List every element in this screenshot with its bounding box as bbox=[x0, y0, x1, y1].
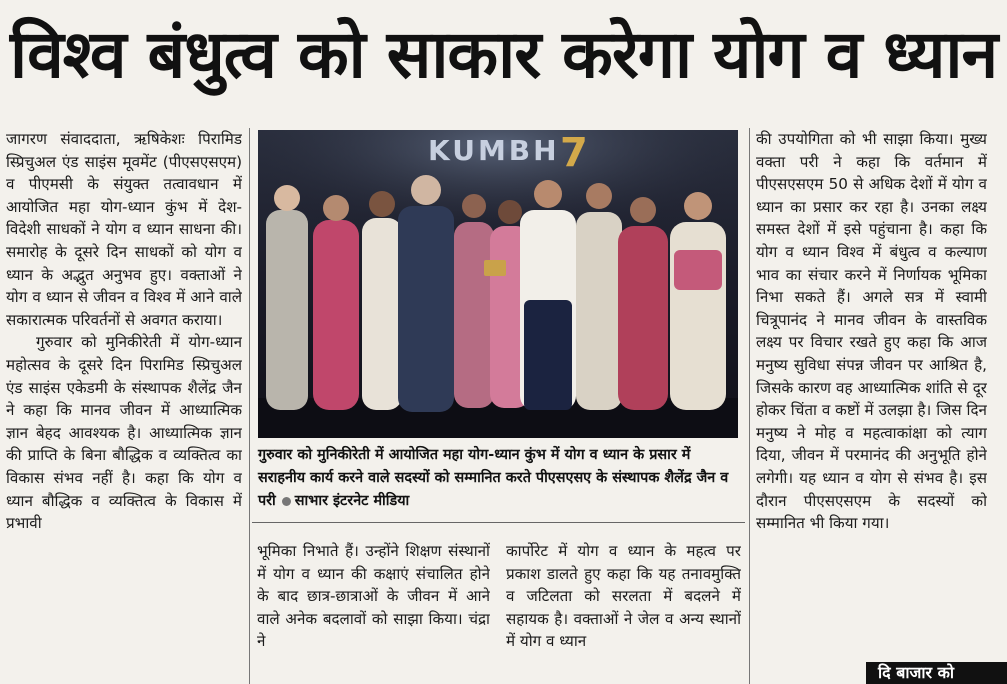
caption-text: गुरुवार को मुनिकीरेती में आयोजित महा योग-ध्यान कुंभ में योग व ध्यान के प्रसार में सराहनीय कार्य करने वाले सदस्यों को सम्मानित करते पीएसएसए के संस्थापक शैलेंद्र जैन व परी bbox=[258, 447, 729, 509]
column-rule bbox=[249, 128, 250, 684]
photo-credit: साभार इंटरनेट मीडिया bbox=[294, 493, 410, 509]
next-article-teaser: दि बाजार को bbox=[866, 662, 1007, 684]
article-column-1 bbox=[6, 128, 242, 684]
column-3-text: कार्पोरेट में योग व ध्यान के महत्व पर प्रकाश डालते हुए कहा कि यह तनावमुक्ति व जटिलता को सरलता में बदलने में सहायक है। वक्ताओं ने जेल व अन्य स्थानों में योग व ध्यान bbox=[506, 542, 741, 651]
article-column-3 bbox=[506, 540, 741, 684]
column-2-text: भूमिका निभाते हैं। उन्होंने शिक्षण संस्थानों में योग व ध्यान की कक्षाएं संचालित होने के बाद छात्र-छात्राओं के जीवन में आने वाले अनेक बदलावों को साझा किया। चंद्रा ने bbox=[257, 542, 490, 651]
banner-number: 7 bbox=[560, 130, 588, 176]
photo-caption bbox=[258, 444, 742, 513]
caption-divider bbox=[252, 522, 745, 523]
bullet-dot-icon bbox=[282, 497, 291, 506]
article-column-4 bbox=[756, 128, 987, 658]
banner-kumbh-text: KUMBH bbox=[428, 134, 560, 167]
paragraph-intro: जागरण संवाददाता, ऋषिकेशः पिरामिड स्प्रिचुअल एंड साइंस मूवमेंट (पीएसएसएम) व पीएमसी के संयुक्त तत्वावधान में आयोजित महा योग-ध्यान कुंभ में देश-विदेशी साधकों ने योग व ध्यान साधना की। समारोह के दूसरे दिन साधकों को योग व ध्यान के अद्भुत अनुभव हुए। वक्ताओं ने योग व ध्यान से जीवन व विश्व में आने वाले सकारात्मक परिवर्तनों से अवगत कराया। bbox=[6, 130, 242, 329]
paragraph-second: गुरुवार को मुनिकीरेती में योग-ध्यान महोत्सव के दूसरे दिन पिरामिड स्प्रिचुअल एंड साइंस एकेडमी के संस्थापक शैलेंद्र जैन ने कहा कि मानव जीवन में आध्यात्मिक ज्ञान बेहद आवश्यक है। आध्यात्मिक ज्ञान की प्राप्ति के बिना बौद्धिक व व्यक्तित्व का विकास संभव नहीं है। कहा कि योग व ध्यान बौद्धिक व व्यक्तित्व के विकास में प्रभावी bbox=[6, 333, 242, 533]
column-rule bbox=[749, 128, 750, 684]
event-photo bbox=[258, 130, 738, 438]
event-photo-illustration bbox=[258, 130, 738, 438]
headline: विश्व बंधुत्व को साकार करेगा योग व ध्यान bbox=[10, 16, 998, 93]
article-column-2 bbox=[257, 540, 490, 684]
column-4-text: की उपयोगिता को भी साझा किया। मुख्य वक्ता परी ने कहा कि वर्तमान में पीएसएसएम 50 से अधिक देशों में योग व ध्यान का प्रसार कर रहा है। उनका लक्ष्य समस्त देशों में इसे पहुंचाना है। कहा कि योग व ध्यान विश्व में बंधुत्व व कल्याण भाव का संचार करने में निर्णायक भूमिका निभा सकते हैं। अगले सत्र में स्वामी चित्रूपानंद ने मानव जीवन के वास्तविक लक्ष्य पर विचार रखते हुए कहा कि आज मनुष्य सुविधा संपन्न जीवन पर आश्रित है, जिसके कारण वह आध्यात्मिक शांति से दूर होकर चिंता व कष्टों में उलझा है। जिस दिन मनुष्य ने मोह व महत्वाकांक्षा को त्याग दिया, जीवन में परमानंद की अनुभूति होने लगेगी। यह ध्यान व योग से संभव है। इस दौरान पीएसएसएम के सदस्यों को सम्मानित भी किया गया। bbox=[756, 130, 987, 533]
